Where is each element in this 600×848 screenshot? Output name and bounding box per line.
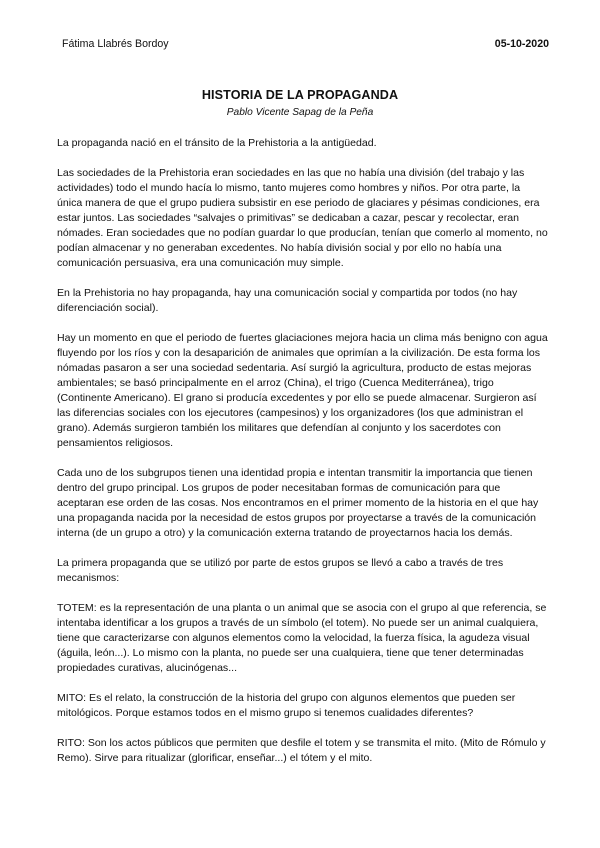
paragraph-subgroups: Cada uno de los subgrupos tienen una identidad propia e intentan transmitir la importancia que tienen dentro del grupo principal. Los grupos de poder necesitaban formas de comunicación para que aceptaran ese orden de las cosas. Nos encontramos en el primer momento de la historia en el que hay una propaganda nacida por la necesidad de estos grupos por proyectarse a través de la comunicación interna (de un grupo a otro) y la comunicación externa tratando de proyectarnos hacia los demás. [57,467,539,539]
document-title: HISTORIA DE LA PROPAGANDA [201,88,399,102]
paragraph-sedentary-society: Hay un momento en que el periodo de fuertes glaciaciones mejora hacia un clima más benigno con agua fluyendo por los ríos y con la desaparición de animales que oprimían a la civilización. De esta forma los nómadas pasaron a ser una sociedad sedentaria. Así surgió la agricultura, producto de estas mejoras ambientales; se basó principalmente en el arroz (China), el trigo (Cuenca Mediterránea), trigo (Continente Americano). El grano si producía excedentes y por ello se puede almacenar. Surgieron así las diferencias sociales con los ejecutores (campesinos) y los organizadores (los que administran el grano). Además surgieron también los militares que defendían al conjunto y los sacerdotes con pensamientos religiosos. [57,332,548,449]
document-subtitle: Pablo Vicente Sapag de la Peña [226,107,374,118]
document-body [57,136,548,781]
paragraph-no-propaganda: En la Prehistoria no hay propaganda, hay una comunicación social y compartida por todos (no hay diferenciación social). [57,287,518,314]
paragraph-mito: MITO: Es el relato, la construcción de la historia del grupo con algunos elementos que pueden ser mitológicos. Porque estamos todos en el mismo grupo si tenemos cualidades diferentes? [57,692,516,719]
page-header [62,38,549,54]
author-name: Fátima Llabrés Bordoy [62,38,169,50]
paragraph-prehistoric-societies: Las sociedades de la Prehistoria eran sociedades en las que no había una división (del trabajo y las actividades) todo el mundo hacía lo mismo, tanto mujeres como hombres y niños. Por otra parte, la única manera de que el grupo pudiera subsistir en ese periodo de glaciares y pésimas condiciones, era estar juntos. Las sociedades “salvajes o primitivas” se dedicaban a cazar, pescar y recolectar, eran nómades. Eran sociedades que no podían guardar lo que producían, tenían que comerlo al momento, no podían almacenar y no generaban excedentes. No había división social y por ello no había una comunicación persuasiva, era una comunicación muy simple. [57,167,548,269]
paragraph-intro: La propaganda nació en el tránsito de la Prehistoria a la antigüedad. [57,137,377,149]
paragraph-totem: TOTEM: es la representación de una planta o un animal que se asocia con el grupo al que referencia, se intentaba identificar a los grupos a través de un símbolo (el totem). No puede ser un animal cualquiera, tiene que caracterizarse con algunos elementos como la velocidad, la fuerza física, la agudeza visual (águila, león...). Lo mismo con la planta, no puede ser una cualquiera, tiene que tener determinadas propiedades curativas, alucinógenas... [57,602,547,674]
paragraph-rito: RITO: Son los actos públicos que permiten que desfile el totem y se transmita el mito. (Mito de Rómulo y Remo). Sirve para ritualizar (glorificar, enseñar...) el tótem y el mito. [57,737,546,764]
document-date: 05-10-2020 [494,38,549,50]
paragraph-mechanisms-intro: La primera propaganda que se utilizó por parte de estos grupos se llevó a cabo a través de tres mecanismos: [57,557,504,584]
